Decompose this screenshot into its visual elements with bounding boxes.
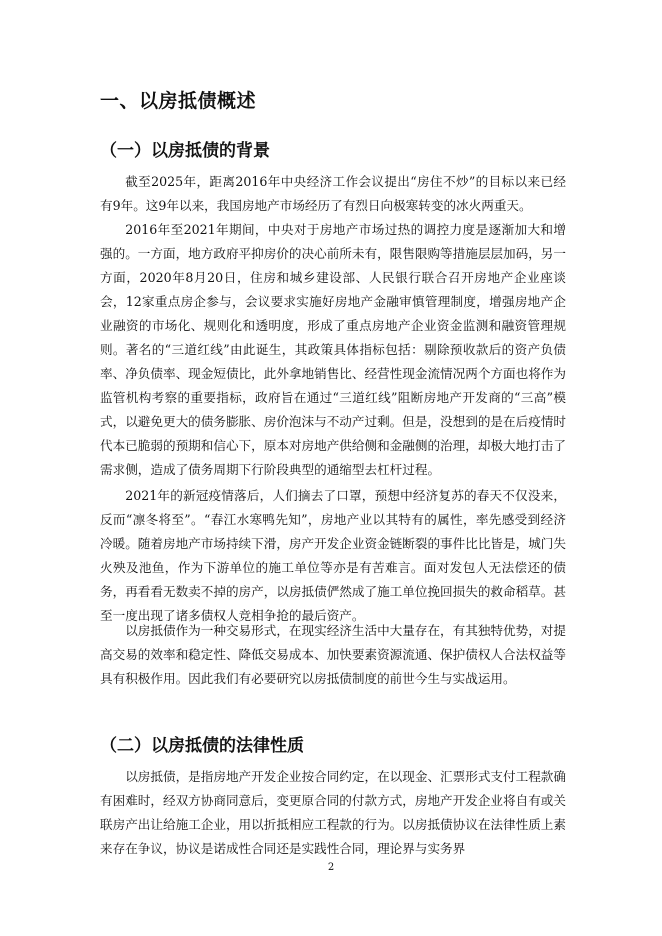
section-title: 一、以房抵债概述 xyxy=(100,90,257,112)
subsection-title-legal-nature: （二）以房抵债的法律性质 xyxy=(100,736,304,756)
paragraph: 以房抵债，是指房地产开发企业按合同约定，在以现金、汇票形式支付工程款确有困难时，经双方协商同意后，变更原合同的付款方式，房地产开发企业将自有或关联房产出让给施工企业，用以折抵相应工程款的行为。以房抵债协议在法律性质上素来存在争议，协议是诺成性合同还是实践性合同，理论界与实务界 xyxy=(100,769,566,856)
paragraph: 2016年至2021年期间，中央对于房地产市场过热的调控力度是逐渐加大和增强的。一方面，地方政府平抑房价的决心前所未有，限售限购等措施层层加码，另一方面，2020年8月20日，住房和城乡建设部、人民银行联合召开房地产企业座谈会，12家重点房企参与，会议要求实施好房地产金融审慎管理制度，增强房地产企业融资的市场化、规则化和透明度，形成了重点房地产企业资金监测和融资管理规则。著名的“三道红线”由此诞生，其政策具体指标包括：剔除预收款后的资产负债率、净负债率、现金短债比，此外拿地销售比、经营性现金流情况两个方面也将作为监管机构考察的重要指标，政府旨在通过“三道红线”阻断房地产开发商的“三高”模式，以避免更大的债务膨胀、房价泡沫与不动产过剩。但是，没想到的是在后疫情时代本已脆弱的预期和信心下，原本对房地产供给侧和金融侧的治理，却极大地打击了需求侧，造成了债务周期下行阶段典型的通缩型去杠杆过程。 xyxy=(100,222,566,477)
paragraph: 以房抵债作为一种交易形式，在现实经济生活中大量存在，有其独特优势，对提高交易的效率和稳定性、降低交易成本、加快要素资源流通、保护债权人合法权益等具有积极作用。因此我们有必要研究以房抵债制度的前世今生与实战运用。 xyxy=(100,623,566,686)
page-number: 2 xyxy=(327,862,335,873)
paragraph: 截至2025年，距离2016年中央经济工作会议提出“房住不炒”的目标以来已经有9年。这9年以来，我国房地产市场经历了有烈日向极寒转变的冰火两重天。 xyxy=(100,174,566,213)
subsection-title-background: （一）以房抵债的背景 xyxy=(100,141,270,161)
paragraph: 2021年的新冠疫情落后，人们摘去了口罩，预想中经济复苏的春天不仅没来，反而“凛冬将至”。“春江水寒鸭先知”，房地产业以其特有的属性，率先感受到经济冷暖。随着房地产市场持续下滑，房产开发企业资金链断裂的事件比比皆是，城门失火殃及池鱼，作为下游单位的施工单位等亦是有苦难言。面对发包人无法偿还的债务，再看看无数卖不掉的房产，以房抵债俨然成了施工单位挽回损失的救命稻草。甚至一度出现了诸多债权人竞相争抢的最后资产。 xyxy=(100,488,566,623)
